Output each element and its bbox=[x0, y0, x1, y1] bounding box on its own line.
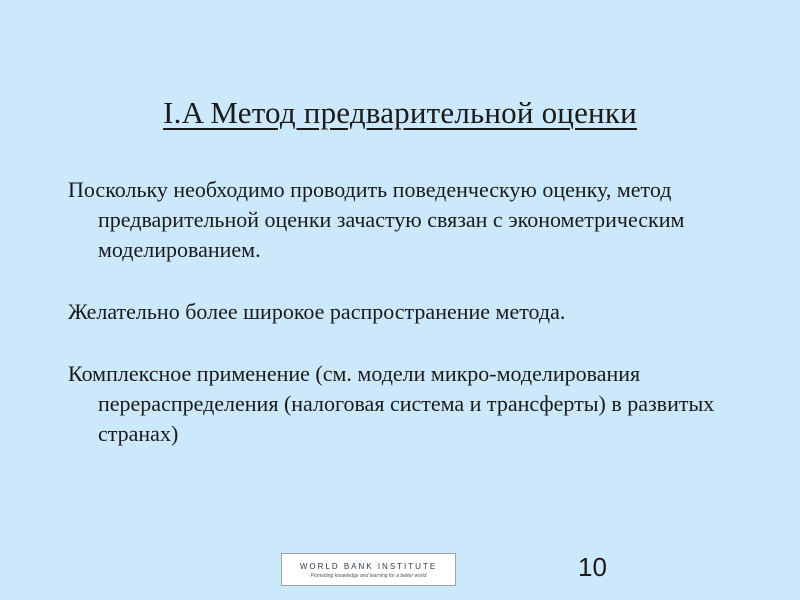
slide-title: I.A Метод предварительной оценки bbox=[163, 95, 637, 130]
logo-tagline: Promoting knowledge and learning for a better world bbox=[310, 573, 427, 579]
page-number: 10 bbox=[578, 552, 607, 582]
paragraph-behavioral-evaluation: Поскольку необходимо проводить поведенческую оценку, метод предварительной оценки зачастую связан с эконометрическим моделированием. bbox=[68, 177, 685, 262]
slide-body bbox=[68, 175, 748, 481]
world-bank-institute-logo bbox=[281, 553, 456, 586]
paragraph-wider-dissemination: Желательно более широкое распространение метода. bbox=[68, 299, 566, 324]
paragraph-complex-application: Комплексное применение (см. модели микро-моделирования перераспределения (налоговая система и трансферты) в развитых странах) bbox=[68, 361, 715, 446]
logo-name: WORLD BANK INSTITUTE bbox=[299, 562, 438, 571]
